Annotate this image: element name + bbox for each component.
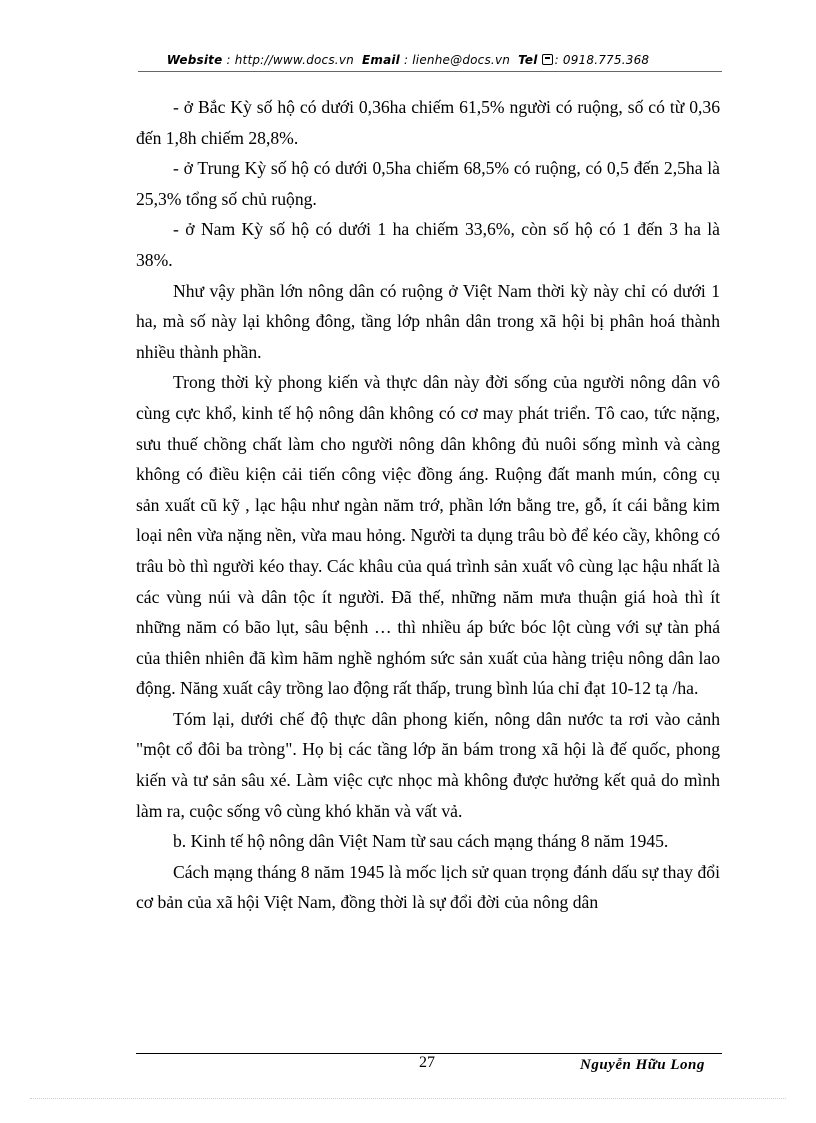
page-header [0, 53, 816, 67]
email-label: Email [361, 53, 400, 67]
paragraph-revolution: Cách mạng tháng 8 năm 1945 là mốc lịch sử quan trọng đánh dấu sự thay đổi cơ bản của xã hội Việt Nam, đồng thời là sự đổi đời của nông dân [136, 861, 720, 913]
paragraph-conclusion: Tóm lại, dưới chế độ thực dân phong kiến, nông dân nước ta rơi vào cảnh "một cổ đôi ba tròng". Họ bị các tầng lớp ăn bám trong xã hội là đế quốc, phong kiến và tư sản sâu xé. Làm việc cực nhọc mà không được hưởng kết quả do mình làm ra, cuộc sống vô cùng khó khăn và vất vả. [136, 708, 720, 821]
tel-label: Tel [518, 53, 538, 67]
section-heading-b: b. Kinh tế hộ nông dân Việt Nam từ sau cách mạng tháng 8 năm 1945. [173, 831, 669, 852]
page-number: 27 [419, 1054, 435, 1071]
paragraph-nam-ky: - ở Nam Kỳ số hộ có dưới 1 ha chiếm 33,6%, còn số hộ có 1 đến 3 ha là 38%. [136, 219, 720, 270]
paragraph-trung-ky: - ở Trung Kỳ số hộ có dưới 0,5ha chiếm 68,5% có ruộng, có 0,5 đến 2,5ha là 25,3% tổng số chủ ruộng. [136, 158, 720, 209]
document-body [136, 92, 720, 918]
tel-value: : 0918.775.368 [554, 53, 650, 67]
website-label: Website [166, 53, 223, 67]
paragraph-summary-land: Như vậy phần lớn nông dân có ruộng ở Việt Nam thời kỳ này chỉ có dưới 1 ha, mà số này lại không đông, tầng lớp nhân dân trong xã hội bị phân hoá thành nhiều thành phần. [136, 280, 720, 362]
email-value: : lienhe@docs.vn [404, 53, 511, 67]
page-edge [30, 1098, 786, 1099]
header-divider [138, 71, 722, 72]
paragraph-feudal-period: Trong thời kỳ phong kiến và thực dân này đời sống của người nông dân vô cùng cực khổ, kinh tế hộ nông dân không có cơ may phát triển. Tô cao, tức nặng, sưu thuế chồng chất làm cho người nông dân không đủ nuôi sống mình và càng không có điều kiện cải tiến công việc đồng áng. Ruộng đất manh mún, công cụ sản xuất cũ kỹ , lạc hậu như ngàn năm trớ, phần lớn bằng tre, gỗ, ít cái bằng kim loại nên vừa nặng nền, vừa mau hỏng. Người ta dụng trâu bò để kéo cầy, không có trâu bò thì người kéo thay. Các khâu của quá trình sản xuất vô cùng lạc hậu nhất là các vùng núi và dân tộc ít người. Đã thế, những năm mưa thuận giá hoà thì ít những năm có bão lụt, sâu bệnh … thì nhiều áp bức bóc lột cùng với sự tàn phá của thiên nhiên đã kìm hãm nghề nghóm sức sản xuất của hàng triệu nông dân lao động. Năng xuất cây trồng lao động rất thấp, trung bình lúa chỉ đạt 10-12 tạ /ha. [136, 372, 720, 699]
author-signature: Nguyễn Hữu Long [580, 1057, 705, 1073]
paragraph-bac-ky: - ở Bắc Kỳ số hộ có dưới 0,36ha chiếm 61,5% người có ruộng, số có từ 0,36 đến 1,8h chiếm 28,8%. [136, 97, 720, 148]
phone-icon [542, 54, 553, 65]
website-value: : http://www.docs.vn [226, 53, 354, 67]
